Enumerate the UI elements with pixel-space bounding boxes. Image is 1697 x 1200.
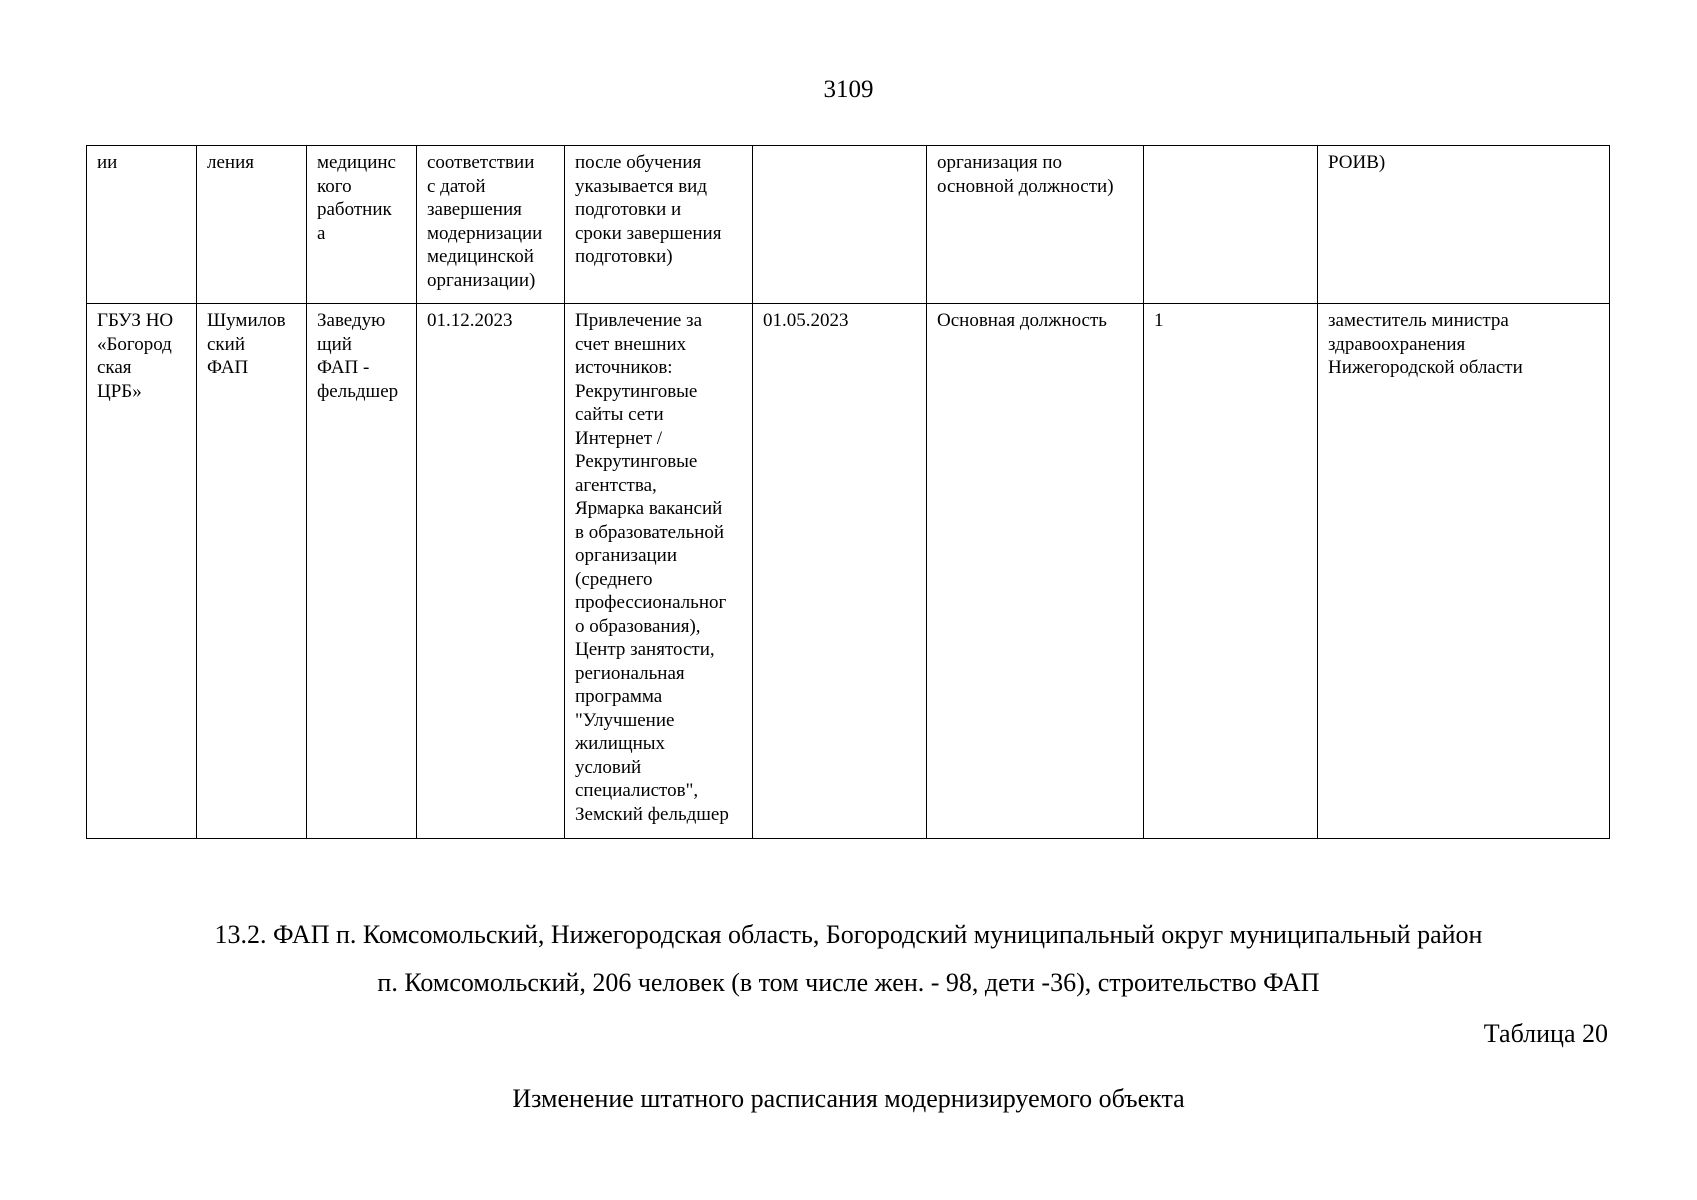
cell-text-line: Земский фельдшер [575, 803, 729, 825]
cell-text-line: работник [317, 199, 392, 220]
page-number: 3109 [823, 76, 874, 103]
table-row [87, 304, 1610, 839]
cell-text-line: медицинской [427, 246, 534, 267]
cell-text-line: ФАП [207, 357, 249, 378]
section-heading-line-1: 13.2. ФАП п. Комсомольский, Нижегородская область, Богородский муниципальный округ муниципальный район [214, 920, 1483, 949]
cell-text-line: ЦРБ» [97, 380, 142, 402]
table-cell [417, 146, 565, 304]
cell-text-line: организация по [937, 152, 1062, 173]
cell-text-line: Рекрутинговые [575, 451, 698, 472]
cell-text-line: организации) [427, 269, 536, 291]
cell-text-line: соответствии [427, 152, 535, 173]
cell-text-line: Центр занятости, [575, 639, 715, 660]
cell-text-line: ФАП - [317, 357, 370, 378]
table-cell-unit [197, 304, 307, 839]
cell-text-line: ская [97, 357, 132, 378]
cell-text-line: 01.05.2023 [763, 310, 849, 331]
cell-text-line: профессиональног [575, 592, 727, 613]
cell-text-line: Заведую [317, 310, 386, 331]
table-cell-institution [87, 304, 197, 839]
cell-text-line: РОИВ) [1328, 152, 1386, 173]
cell-text-line: ии [97, 152, 118, 173]
table-caption: Изменение штатного расписания модернизируемого объекта [512, 1084, 1185, 1113]
cell-text-line: заместитель министра [1328, 310, 1509, 331]
cell-text-line: организации [575, 545, 678, 566]
table-cell [565, 146, 753, 304]
cell-text-line: специалистов", [575, 780, 699, 801]
cell-text-line: сроки завершения [575, 222, 722, 244]
table-cell-responsible [1318, 304, 1610, 839]
table-cell [87, 146, 197, 304]
table-cell-position-type [927, 304, 1144, 839]
table-cell-position [307, 304, 417, 839]
table-cell [927, 146, 1144, 304]
cell-text-line: ГБУЗ НО [97, 310, 174, 331]
cell-text-line: «Богород [97, 333, 172, 355]
cell-text-line: ский [207, 333, 245, 355]
cell-text-line: 1 [1154, 310, 1164, 331]
cell-text-line: агентства, [575, 474, 657, 496]
table-cell-modernization-date [417, 304, 565, 839]
section-heading-line-2: п. Комсомольский, 206 человек (в том числе жен. - 98, дети -36), строительство ФАП [377, 968, 1320, 997]
cell-text-line: с датой [427, 175, 486, 197]
cell-text-line: фельдшер [317, 380, 399, 402]
cell-text-line: после обучения [575, 152, 702, 173]
table-row-header [87, 146, 1610, 304]
cell-text-line: здравоохранения [1328, 333, 1466, 355]
cell-text-line: Шумилов [207, 310, 286, 331]
table-cell [1318, 146, 1610, 304]
cell-text-line: Интернет / [575, 427, 663, 449]
cell-text-line: "Улучшение [575, 709, 675, 731]
staffing-table [86, 145, 1610, 839]
cell-text-line: а [317, 222, 326, 244]
table-cell [753, 146, 927, 304]
table-cell-count [1144, 304, 1318, 839]
cell-text-line: модернизации [427, 222, 543, 244]
cell-text-line: Нижегородской области [1328, 357, 1523, 378]
cell-text-line: жилищных [575, 733, 666, 754]
cell-text-line: медицинс [317, 152, 396, 173]
cell-text-line: сайты сети [575, 404, 664, 425]
table-cell [307, 146, 417, 304]
cell-text-line: 01.12.2023 [427, 310, 513, 331]
table-number: Таблица 20 [1483, 1019, 1608, 1048]
cell-text-line: в образовательной [575, 521, 725, 543]
cell-text-line: указывается вид [575, 175, 707, 197]
cell-text-line: Привлечение за [575, 310, 702, 331]
cell-text-line: подготовки) [575, 246, 673, 267]
cell-text-line: ления [207, 152, 254, 173]
cell-text-line: региональная [575, 662, 685, 684]
cell-text-line: основной должности) [937, 175, 1114, 197]
cell-text-line: (среднего [575, 568, 653, 590]
cell-text-line: Ярмарка вакансий [575, 498, 723, 519]
cell-text-line: завершения [427, 199, 522, 220]
cell-text-line: подготовки и [575, 199, 682, 220]
cell-text-line: щий [317, 333, 352, 355]
cell-text-line: источников: [575, 357, 673, 378]
table-cell [197, 146, 307, 304]
cell-text-line: программа [575, 686, 663, 707]
cell-text-line: Основная должность [937, 310, 1107, 331]
cell-text-line: счет внешних [575, 333, 687, 355]
table-cell-hire-date [753, 304, 927, 839]
cell-text-line: кого [317, 175, 352, 197]
cell-text-line: условий [575, 756, 642, 778]
table-cell-recruitment-measures [565, 304, 753, 839]
cell-text-line: о образования), [575, 615, 701, 637]
cell-text-line: Рекрутинговые [575, 380, 698, 402]
table-cell [1144, 146, 1318, 304]
